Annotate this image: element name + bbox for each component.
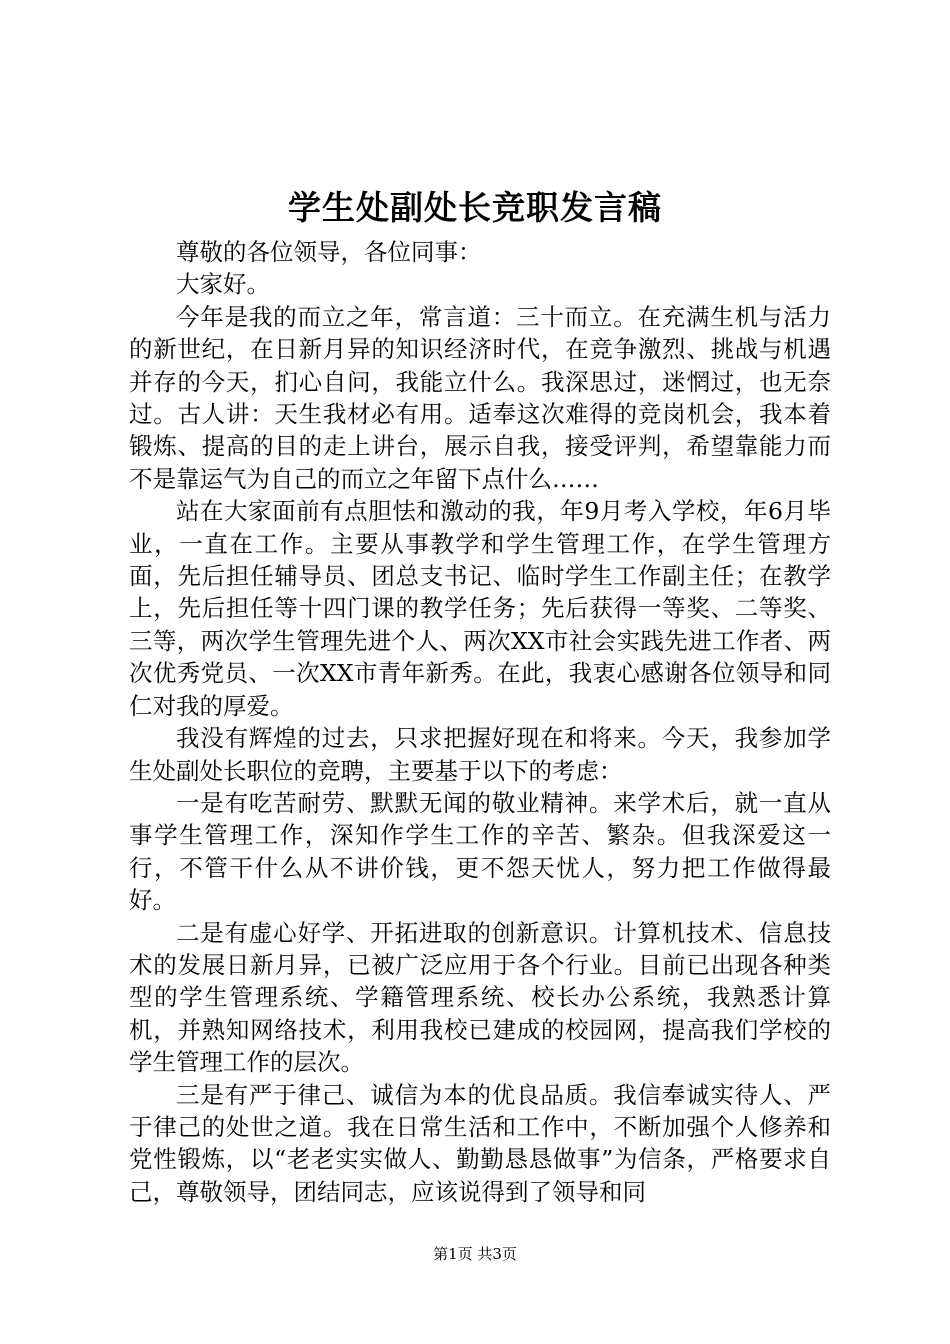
document-title: 学生处副处长竞职发言稿	[288, 188, 662, 227]
paragraph-intro: 今年是我的而立之年，常言道：三十而立。在充满生机与活力的新世纪，在日新月异的知识经济时代，在竞争激烈、挑战与机遇并存的今天，扪心自问，我能立什么。我深思过，迷惘过，也无奈过。古人讲：天生我材必有用。适奉这次难得的竞岗机会，我本着锻炼、提高的目的走上讲台，展示自我，接受评判，希望靠能力而不是靠运气为自己的而立之年留下点什么……	[129, 302, 831, 493]
paragraph-point-one: 一是有吃苦耐劳、默默无闻的敬业精神。来学术后，就一直从事学生管理工作，深知作学生工作的辛苦、繁杂。但我深爱这一行，不管干什么从不讲价钱，更不怨天忧人，努力把工作做得最好。	[129, 788, 831, 915]
paragraph-point-two: 二是有虚心好学、开拓进取的创新意识。计算机技术、信息技术的发展日新月异，已被广泛应用于各个行业。目前已出现各种类型的学生管理系统、学籍管理系统、校长办公系统，我熟悉计算机，并熟知网络技术，利用我校已建成的校园网，提高我们学校的学生管理工作的层次。	[129, 918, 831, 1077]
paragraph-point-three: 三是有严于律己、诚信为本的优良品质。我信奉诚实待人、严于律己的处世之道。我在日常生活和工作中，不断加强个人修养和党性锻炼，以“老老实实做人、勤勤恳恳做事”为信条，严格要求自己，尊敬领导，团结同志，应该说得到了领导和同	[129, 1080, 831, 1206]
paragraph-greeting: 尊敬的各位领导，各位同事：	[176, 238, 482, 266]
paragraph-hello: 大家好。	[176, 270, 270, 299]
page-number-footer: 第1页 共3页	[433, 1245, 517, 1263]
paragraph-background: 站在大家面前有点胆怯和激动的我，年9月考入学校，年6月毕业，一直在工作。主要从事教学和学生管理工作，在学生管理方面，先后担任辅导员、团总支书记、临时学生工作副主任；在教学上，先后担任等十四门课的教学任务；先后获得一等奖、二等奖、三等，两次学生管理先进个人、两次XX市社会实践先进工作者、两次优秀党员、一次XX市青年新秀。在此，我衷心感谢各位领导和同仁对我的厚爱。	[129, 497, 831, 720]
document-body	[129, 236, 831, 1208]
paragraph-motivation: 我没有辉煌的过去，只求把握好现在和将来。今天，我参加学生处副处长职位的竞聘，主要基于以下的考虑：	[129, 724, 831, 785]
